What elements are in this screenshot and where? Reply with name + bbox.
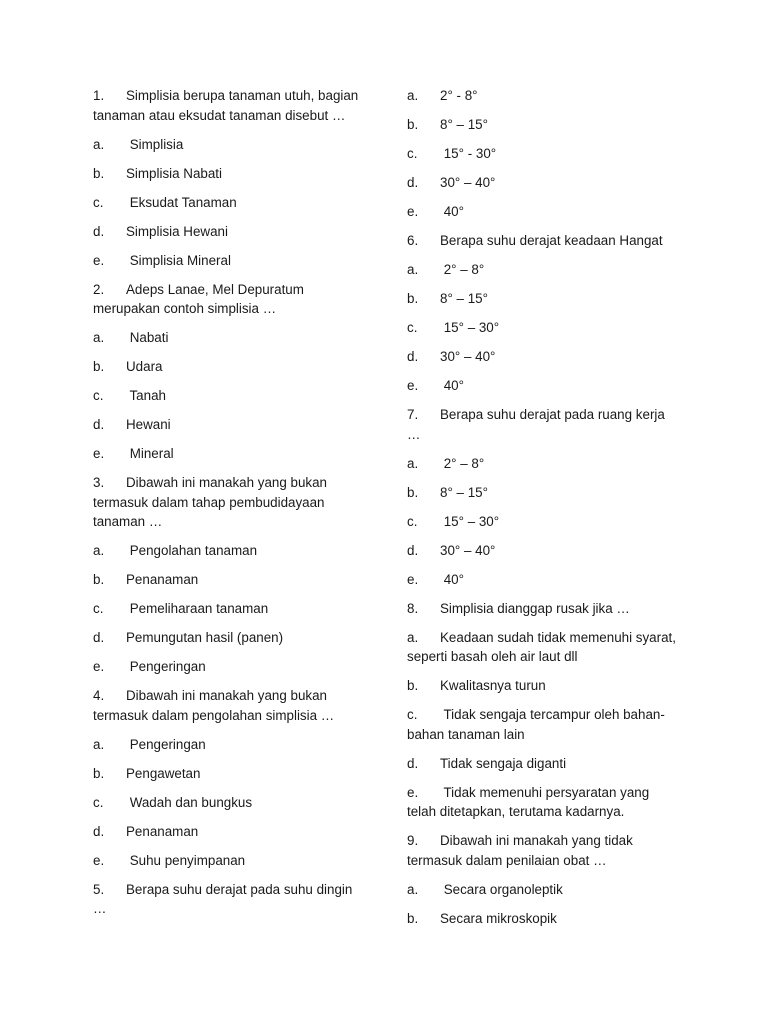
option-text: 40° bbox=[440, 571, 464, 587]
option-letter: e. bbox=[93, 446, 105, 461]
option-letter: d. bbox=[407, 755, 419, 771]
option-letter: d. bbox=[407, 542, 419, 558]
option-text: Penanaman bbox=[126, 823, 199, 839]
answer-option bbox=[407, 318, 677, 338]
option-letter: b. bbox=[93, 572, 105, 587]
option-text: 15° – 30° bbox=[440, 513, 500, 529]
option-letter: a. bbox=[93, 543, 105, 558]
answer-option bbox=[407, 483, 677, 503]
option-letter: b. bbox=[93, 765, 105, 781]
option-letter: b. bbox=[93, 359, 105, 374]
question-text: Simplisia berupa tanaman utuh, bagian tanaman atau eksudat tanaman disebut … bbox=[93, 88, 362, 123]
option-letter: a. bbox=[407, 455, 419, 471]
option-text: Simplisia Hewani bbox=[126, 223, 228, 239]
answer-option bbox=[407, 86, 677, 106]
answer-option bbox=[407, 880, 677, 900]
question-number: 9. bbox=[407, 833, 419, 848]
option-letter: b. bbox=[407, 484, 419, 500]
option-text: Tidak memenuhi persyaratan yang telah ditetapkan, terutama kadarnya. bbox=[407, 784, 653, 819]
answer-option bbox=[93, 164, 363, 184]
question-number: 3. bbox=[93, 475, 105, 490]
answer-option bbox=[93, 628, 363, 648]
question-number: 1. bbox=[93, 88, 105, 103]
option-text: 2° - 8° bbox=[440, 88, 478, 103]
option-text: Mineral bbox=[126, 446, 174, 461]
option-letter: a. bbox=[93, 136, 105, 152]
option-letter: e. bbox=[93, 659, 105, 674]
question-item bbox=[93, 473, 363, 532]
answer-option bbox=[93, 222, 363, 242]
answer-option bbox=[407, 754, 677, 774]
answer-option bbox=[93, 251, 363, 271]
option-text: 8° – 15° bbox=[440, 117, 488, 132]
question-item bbox=[93, 686, 363, 725]
answer-option bbox=[93, 193, 363, 213]
answer-option bbox=[93, 541, 363, 561]
option-text: Pemeliharaan tanaman bbox=[126, 601, 269, 616]
option-letter: c. bbox=[93, 794, 104, 810]
option-letter: e. bbox=[93, 852, 105, 868]
option-letter: a. bbox=[407, 881, 419, 897]
option-text: Hewani bbox=[126, 417, 171, 432]
answer-option bbox=[407, 909, 677, 929]
option-text: Secara mikroskopik bbox=[440, 910, 557, 926]
option-text: 30° – 40° bbox=[440, 175, 496, 190]
option-letter: a. bbox=[407, 88, 419, 103]
question-item bbox=[407, 405, 677, 444]
answer-option bbox=[407, 173, 677, 193]
option-text: 15° – 30° bbox=[440, 320, 500, 335]
option-text: Wadah dan bungkus bbox=[126, 794, 253, 810]
answer-option bbox=[93, 735, 363, 755]
option-letter: e. bbox=[407, 204, 419, 219]
answer-option bbox=[407, 144, 677, 164]
option-text: Tanah bbox=[126, 388, 166, 403]
question-item bbox=[407, 231, 677, 251]
option-letter: b. bbox=[407, 291, 419, 306]
answer-option bbox=[93, 851, 363, 871]
option-text: Secara organoleptik bbox=[440, 881, 563, 897]
option-letter: a. bbox=[407, 629, 419, 645]
question-item bbox=[407, 831, 677, 870]
answer-option bbox=[407, 705, 677, 744]
answer-option bbox=[407, 202, 677, 222]
answer-option bbox=[93, 822, 363, 842]
option-letter: d. bbox=[93, 630, 105, 645]
option-letter: d. bbox=[93, 417, 105, 432]
option-text: Keadaan sudah tidak memenuhi syarat, seperti basah oleh air laut dll bbox=[407, 629, 680, 664]
option-text: 8° – 15° bbox=[440, 484, 488, 500]
answer-option bbox=[93, 357, 363, 377]
option-text: 15° - 30° bbox=[440, 146, 497, 161]
question-item bbox=[407, 599, 677, 619]
option-text: Simplisia bbox=[126, 136, 184, 152]
question-text: Dibawah ini manakah yang bukan termasuk dalam pengolahan simplisia … bbox=[93, 688, 335, 723]
answer-option bbox=[93, 764, 363, 784]
option-letter: a. bbox=[407, 262, 419, 277]
option-letter: d. bbox=[407, 175, 419, 190]
question-number: 8. bbox=[407, 600, 419, 616]
question-number: 5. bbox=[93, 881, 105, 897]
answer-option bbox=[407, 570, 677, 590]
question-number: 4. bbox=[93, 688, 105, 703]
answer-option bbox=[407, 115, 677, 135]
option-text: Pengeringan bbox=[126, 659, 206, 674]
answer-option bbox=[407, 783, 677, 822]
option-letter: a. bbox=[93, 736, 105, 752]
option-letter: c. bbox=[407, 513, 418, 529]
answer-option bbox=[407, 541, 677, 561]
option-letter: b. bbox=[407, 678, 419, 693]
option-letter: c. bbox=[407, 320, 418, 335]
answer-option bbox=[407, 628, 680, 667]
option-text: Pengeringan bbox=[126, 736, 206, 752]
answer-option bbox=[407, 676, 677, 696]
question-text: Simplisia dianggap rusak jika … bbox=[440, 600, 630, 616]
question-text: Dibawah ini manakah yang tidak termasuk dalam penilaian obat … bbox=[407, 833, 637, 868]
option-text: Tidak sengaja diganti bbox=[440, 755, 567, 771]
option-letter: d. bbox=[407, 349, 419, 364]
option-letter: c. bbox=[93, 388, 104, 403]
answer-option bbox=[407, 260, 677, 280]
option-text: Pengawetan bbox=[126, 765, 201, 781]
option-letter: e. bbox=[407, 378, 419, 393]
question-number: 2. bbox=[93, 281, 105, 297]
question-text: Berapa suhu derajat keadaan Hangat bbox=[440, 233, 663, 248]
question-number: 7. bbox=[407, 407, 419, 422]
option-letter: c. bbox=[407, 707, 418, 722]
answer-option bbox=[407, 347, 677, 367]
option-text: 40° bbox=[440, 378, 464, 393]
option-letter: c. bbox=[93, 601, 104, 616]
option-text: Penanaman bbox=[126, 572, 199, 587]
option-letter: b. bbox=[93, 165, 105, 181]
answer-option bbox=[407, 512, 677, 532]
option-text: 30° – 40° bbox=[440, 542, 496, 558]
option-letter: c. bbox=[93, 194, 104, 210]
option-letter: e. bbox=[407, 571, 419, 587]
option-text: Udara bbox=[126, 359, 163, 374]
option-text: Simplisia Mineral bbox=[126, 252, 231, 268]
option-text: Kwalitasnya turun bbox=[440, 678, 546, 693]
option-text: 40° bbox=[440, 204, 464, 219]
option-text: Eksudat Tanaman bbox=[126, 194, 237, 210]
option-text: 30° – 40° bbox=[440, 349, 496, 364]
answer-option bbox=[93, 135, 363, 155]
question-text: Dibawah ini manakah yang bukan termasuk dalam tahap pembudidayaan tanaman … bbox=[93, 475, 331, 529]
option-text: Tidak sengaja tercampur oleh bahan-bahan tanaman lain bbox=[407, 707, 665, 742]
option-text: Simplisia Nabati bbox=[126, 165, 223, 181]
option-letter: b. bbox=[407, 910, 419, 926]
answer-option bbox=[407, 454, 677, 474]
question-number: 6. bbox=[407, 233, 419, 248]
option-text: Pemungutan hasil (panen) bbox=[126, 630, 284, 645]
answer-option bbox=[93, 386, 363, 406]
option-text: Nabati bbox=[126, 330, 169, 345]
right-column bbox=[407, 86, 680, 938]
option-letter: c. bbox=[407, 146, 418, 161]
option-text: 2° – 8° bbox=[440, 262, 485, 277]
answer-option bbox=[407, 289, 677, 309]
answer-option bbox=[93, 793, 363, 813]
question-item bbox=[93, 280, 363, 319]
answer-option bbox=[93, 328, 363, 348]
option-letter: b. bbox=[407, 117, 419, 132]
option-text: 8° – 15° bbox=[440, 291, 488, 306]
question-item bbox=[93, 86, 363, 125]
answer-option bbox=[93, 599, 363, 619]
answer-option bbox=[93, 657, 363, 677]
left-column bbox=[93, 86, 363, 928]
question-item bbox=[93, 880, 363, 919]
answer-option bbox=[93, 415, 363, 435]
option-letter: e. bbox=[407, 784, 419, 800]
option-text: Suhu penyimpanan bbox=[126, 852, 246, 868]
option-text: 2° – 8° bbox=[440, 455, 485, 471]
question-text: Adeps Lanae, Mel Depuratum merupakan contoh simplisia … bbox=[93, 281, 308, 316]
option-letter: d. bbox=[93, 823, 105, 839]
question-text: Berapa suhu derajat pada suhu dingin … bbox=[93, 881, 357, 916]
option-text: Pengolahan tanaman bbox=[126, 543, 258, 558]
option-letter: a. bbox=[93, 330, 105, 345]
answer-option bbox=[407, 376, 677, 396]
option-letter: d. bbox=[93, 223, 105, 239]
option-letter: e. bbox=[93, 252, 105, 268]
answer-option bbox=[93, 444, 363, 464]
answer-option bbox=[93, 570, 363, 590]
question-text: Berapa suhu derajat pada ruang kerja … bbox=[407, 407, 669, 442]
